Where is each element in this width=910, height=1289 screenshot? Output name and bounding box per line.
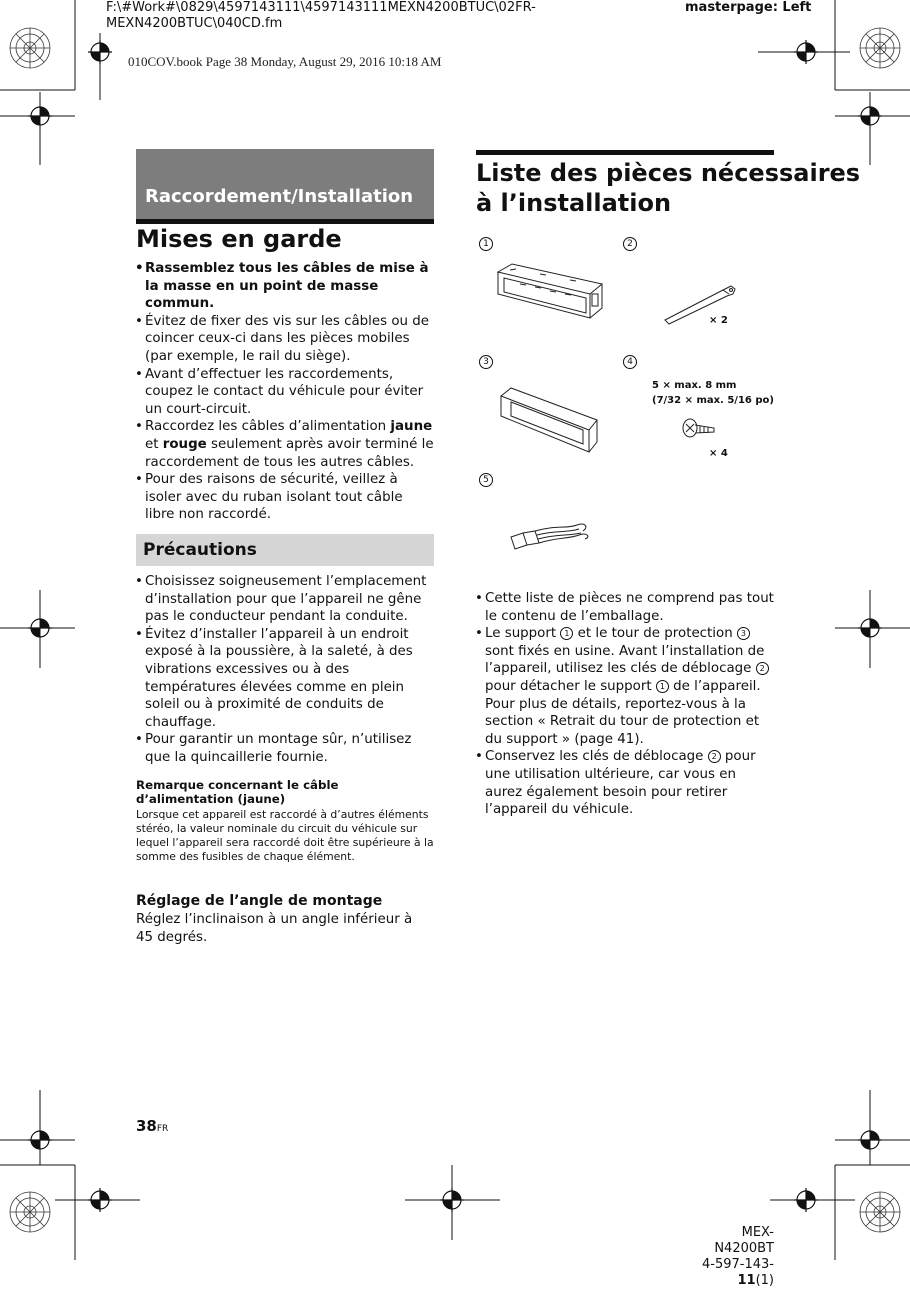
list-item: • Rassemblez tous les câbles de mise à la masse en un point de masse commun. bbox=[136, 260, 436, 313]
part-number: 3 bbox=[479, 355, 493, 369]
model-info bbox=[682, 1225, 774, 1289]
page-number: 38FR bbox=[136, 1117, 169, 1135]
parts-title bbox=[476, 158, 860, 218]
release-key-illustration bbox=[655, 280, 745, 330]
list-item: • Conservez les clés de déblocage 2 pour une utilisation ultérieure, car vous en aurez également besoin pour retirer l’appareil du véhicule. bbox=[476, 748, 776, 818]
list-item: • Cette liste de pièces ne comprend pas tout le contenu de l’emballage. bbox=[476, 590, 776, 625]
mounting-sleeve-illustration bbox=[490, 258, 608, 328]
power-connector-illustration bbox=[505, 515, 595, 560]
part-number: 2 bbox=[623, 237, 637, 251]
model-code: 4-597-143-11(1) bbox=[702, 1257, 774, 1288]
list-item: • Pour garantir un montage sûr, n’utilisez que la quincaillerie fournie. bbox=[136, 731, 436, 766]
angle-body: Réglez l’inclinaison à un angle inférieur à 45 degrés. bbox=[136, 912, 413, 945]
part-number: 4 bbox=[623, 355, 637, 369]
list-item: • Avant d’effectuer les raccordements, coupez le contact du véhicule pour éviter un court-circuit. bbox=[136, 366, 436, 419]
parts-title-line2: à l’installation bbox=[476, 189, 672, 217]
parts-title-line1: Liste des pièces nécessaires bbox=[476, 159, 861, 187]
precautions-title: Précautions bbox=[143, 540, 257, 560]
screw-spec-imperial: (7/32 × max. 5/16 po) bbox=[652, 395, 774, 406]
list-item: • Pour des raisons de sécurité, veillez à isoler avec du ruban isolant tout câble libre non raccordé. bbox=[136, 471, 436, 524]
precautions-list bbox=[136, 573, 436, 767]
title-rule bbox=[476, 150, 774, 155]
quantity-label: × 4 bbox=[709, 448, 728, 459]
section-band-title: Raccordement/Installation bbox=[145, 186, 414, 207]
section-band bbox=[136, 149, 434, 224]
notes-list bbox=[476, 590, 776, 819]
precautions-band bbox=[136, 534, 434, 566]
book-info: 010COV.book Page 38 Monday, August 29, 2016 10:18 AM bbox=[128, 54, 442, 69]
note-title: Remarque concernant le câble d’alimentation (jaune) bbox=[136, 778, 339, 806]
screw-icon bbox=[680, 416, 720, 446]
list-item: • Évitez d’installer l’appareil à un endroit exposé à la poussière, à la saleté, à des vibrations excessives ou à des températures élevées comme en plein soleil ou à proximité de conduits de chauffage. bbox=[136, 626, 436, 732]
list-item: • Choisissez soigneusement l’emplacement d’installation pour que l’appareil ne gêne pas le conducteur pendant la conduite. bbox=[136, 573, 436, 626]
masterpage-label: masterpage: Left bbox=[685, 0, 812, 15]
angle-title: Réglage de l’angle de montage bbox=[136, 893, 383, 909]
list-item: • Évitez de fixer des vis sur les câbles ou de coincer ceux-ci dans les pièces mobiles (par exemple, le rail du siège). bbox=[136, 313, 436, 366]
protection-collar-illustration bbox=[495, 380, 605, 460]
model-name: MEX-N4200BT bbox=[714, 1225, 774, 1256]
part-number: 1 bbox=[479, 237, 493, 251]
warnings-list bbox=[136, 260, 436, 524]
file-path-line1: F:\#Work#\0829\4597143111\4597143111MEXN4200BTUC\02FR- bbox=[106, 0, 536, 15]
list-item: • Raccordez les câbles d’alimentation jaune et rouge seulement après avoir terminé le raccordement de tous les autres câbles. bbox=[136, 418, 436, 471]
file-path-line2: MEXN4200BTUC\040CD.fm bbox=[106, 16, 283, 31]
part-number: 5 bbox=[479, 473, 493, 487]
quantity-label: × 2 bbox=[709, 315, 728, 326]
list-item: • Le support 1 et le tour de protection 3 sont fixés en usine. Avant l’installation de l’appareil, utilisez les clés de déblocage 2 pour détacher le support 1 de l’appareil. Pour plus de détails, reportez-vous à la section « Retrait du tour de protection et du support » (page 41). bbox=[476, 625, 776, 748]
page-title: Mises en garde bbox=[136, 225, 342, 253]
note-body: Lorsque cet appareil est raccordé à d’autres éléments stéréo, la valeur nominale du circuit du véhicule sur lequel l’appareil sera raccordé doit être supérieure à la somme des fusibles de chaque élément. bbox=[136, 808, 434, 863]
screw-spec-metric: 5 × max. 8 mm bbox=[652, 380, 737, 391]
